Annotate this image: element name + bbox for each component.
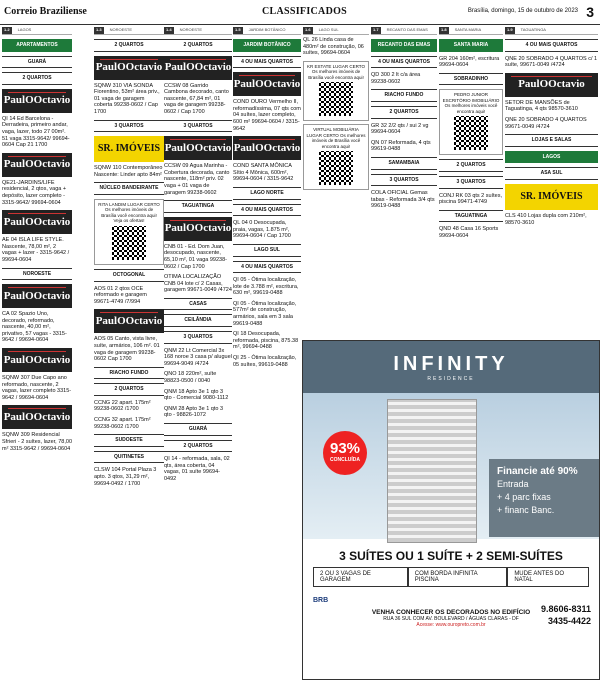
paulo-octavio-logo: PaulOOctavio <box>2 153 72 177</box>
section-header: 2 QUARTOS <box>164 440 232 453</box>
classified-ad: QND 48 Casa 16 Sports 99694-0604 <box>439 226 499 239</box>
option-move: MUDE ANTES DO NATAL <box>507 567 589 587</box>
classified-ad: CCNG 22 apart. 175m² 99238-0602 /1700 <box>94 399 151 413</box>
section-header: 4 OU MAIS QUARTOS <box>371 56 437 69</box>
option-garage: 2 OU 3 VAGAS DE GARAGEM <box>313 567 408 587</box>
classified-ad: SETOR DE MANSÕES de Taguatinga, 4 qts 98570-3610 <box>505 99 578 113</box>
qr-code[interactable] <box>454 116 488 150</box>
classified-ad: CNB 01 - Ed. Dom Juan, desocupado, nascente, 65,10 m², 01 vaga 99238-0602 / Cap 1700 <box>164 243 227 270</box>
ad-footer: VENHA CONHECER OS DECORADOS NO EDIFÍCIO RUA 36 SUL COM AV. BOULEVARD / ÁGUAS CLARAS - DF Acesse: www.ouropreto.com.br <box>303 609 599 628</box>
section-header: ASA SUL <box>505 167 598 180</box>
classified-ad: AOS 05 Canto, vista livre, suíte, armários, 106 m². 01 vaga de garagem 99238-0602 Cap 1700 <box>94 336 160 363</box>
classified-ad: QE21-JARDINS/LIFE residencial, 2 qtos, vaga + depósito, lazer completo - 3315-9642/ 99694-0604 <box>2 179 67 206</box>
section-header: SANTA MARIA <box>439 39 503 52</box>
classified-ad: QI 14 - reformada, sala, 02 qts, área coberta, 04 vagas, 01 suíte 99694-0492 <box>164 456 230 482</box>
section-header: APARTAMENTOS <box>2 39 72 52</box>
paulo-octavio-logo: PaulOOctavio <box>164 136 232 160</box>
classified-ad: SQNW 309 Residencial Sfrieri - 2 suítes, lazer, 78,00 m² 3315-9642 / 99694-0604 <box>2 432 72 452</box>
classified-ad: AE 04 ISLA LIFE STYLE. Nascente, 78,00 m², 2 vagas + lazer - 3315-9642 / 99694-0604 <box>2 237 70 263</box>
classified-ad: CONJ RK 03 qts 2 suítes, piscina 99471-4749 <box>439 192 502 206</box>
qr-code[interactable] <box>319 82 353 116</box>
section-header: 4 OU MAIS QUARTOS <box>233 56 301 69</box>
classified-ad: SQNW 110 Contemporâneo Nascente: Linder apto 84m² <box>94 165 163 178</box>
financing-box: Financie até 90% Entrada + 4 parc fixas + financ Banc. <box>489 459 599 537</box>
ad-brand-sub: RESIDENCE <box>427 376 475 382</box>
column-8: 1.9 TAGUATINGA 4 OU MAIS QUARTOS QNE 20 SOBRADO 4 QUARTOS c/ 1 suíte, 99671-0049 /4724 PaulOOctavio SETOR DE MANSÕES de Taguatinga, 4 qts 98570-3610 QNE 20 SOBRADO 4 QUARTOS 99671-0049 /4724 LOJAS E SALAS LAGOS ASA SUL SR. IMÓVEIS CLS 410 Lojas dupla com 210m², 98570-3610 <box>505 27 598 226</box>
ad-brand-banner <box>303 341 599 393</box>
section-header: 2 QUARTOS <box>164 39 232 52</box>
classified-ad: QI 18 Desocupada, reformada, piscina, 875.38 m², 99694-0488 <box>233 331 299 351</box>
classified-ad: QD 300 2 lt c/a área 99238-0602 <box>371 72 421 85</box>
classified-ad: COLA OFICIAL Gemas tabas - Reformada 3/4 qts 99619-0488 <box>371 190 435 210</box>
classified-ad: QNO 18 220m², suíte 98823-0500 / 0040 <box>164 371 217 385</box>
column-3: 1.4 NOROESTE 2 QUARTOS PaulOOctavio CCSW 08 Garrido Cambona decorado, canto nascente, 67,84 m², 01 vaga de garagem 99238-0602 / Cap 1700 3 QUARTOS PaulOOctavio CCSW 09 Agua Marinha - Cobertura decorada, canto nascente, 118m² priv. 02 vaga + 01 vaga de garagem 99238-0602 TAGUATINGA PaulOOctavio CNB 01 - Ed. Dom Juan, desocupado, nascente, 65,10 m², 01 vaga 99238-0602 / Cap 1700 OTIMA LOCALIZAÇÃO CNB 04 lote c/ 2 Casas, garagem 99671-0049 /4724 CASAS CEILÂNDIA 3 QUARTOS QNM 22 Lt Comercial 3x 168 noroe 3 casa p/ aluguel 99694-9049 /4724 QNO 18 220m², suíte 98823-0500 / 0040 QNM 18 Apto 3e 1 qto 3 qto - Comercial 9080-1112 QNM 28 Apto 3e 1 qto 3 qto - 98826-1072 GUARÁ 2 QUARTOS QI 14 - reformada, sala, 02 qts, área coberta, 04 vagas, 01 suíte 99694-0492 <box>164 27 232 482</box>
paulo-octavio-logo: PaulOOctavio <box>2 284 72 308</box>
ad-phones <box>541 603 591 627</box>
section-header: CASAS <box>164 298 232 311</box>
classified-ad: QNM 28 Apto 3e 1 qto 3 qto - 98826-1072 <box>164 405 224 419</box>
paulo-octavio-logo: PaulOOctavio <box>94 56 164 80</box>
section-header: GUARÁ <box>164 423 232 436</box>
classified-ad: CA 02 Spazio Uno, decorado, reformado, nascente, 40,00 m², privativo, 57 vagas - 3315-9642 / 99694-0604 <box>2 311 67 344</box>
section-header: 2 QUARTOS <box>371 106 437 119</box>
section-header: 2 QUARTOS <box>94 39 164 52</box>
paulo-octavio-logo: PaulOOctavio <box>2 348 72 372</box>
section-header: RIACHO FUNDO <box>371 89 437 102</box>
section-header: SAMAMBAIA <box>371 157 437 170</box>
classified-ad: CCSW 08 Garrido Cambona decorado, canto nascente, 67,84 m², 01 vaga de garagem 99238-0602 / Cap 1700 <box>164 82 229 115</box>
section-header: LAGO SUL <box>233 244 301 257</box>
section-header: RIACHO FUNDO <box>94 367 164 380</box>
paulo-octavio-logo: PaulOOctavio <box>94 309 164 333</box>
classified-ad: QI 25 - Ótima localização, 05 suítes, 99619-0488 <box>233 355 297 368</box>
column-2: 1.3 NOROESTE 2 QUARTOS PaulOOctavio SQNW 310 VIA SONDA Fiorentino, 53m² área priv., 01 vaga de garagem coberta 99238-0602 / Cap 1700 3 QUARTOS SR. IMÓVEIS SQNW 110 Contemporâneo Nascente: Linder apto 84m² NÚCLEO BANDEIRANTE RITA LANDIM LUGAR CERTO Os melhores imóveis de Brasília você encontra aqui! Veja os ofertas! OCTOGONAL AOS 01 2 qtos OCE reformado e garagem 99671-4749 /7/994 PaulOOctavio AOS 05 Canto, vista livre, suíte, armários, 106 m². 01 vaga de garagem 99238-0602 Cap 1700 RIACHO FUNDO 2 QUARTOS CCNG 22 apart. 175m² 99238-0602 /1700 CCNG 32 apart. 175m² 99238-0602 /1700 SUDOESTE QUITINETES CLSW 104 Portal Plaza 3 apto. 3 qtos, 31,29 m², 99694-0492 / 1700 <box>94 27 163 487</box>
agency-box: PEDRO JUNIOR ESCRITÓRIO IMOBILIÁRIO Os melhores imóveis você encontra aqui! <box>439 89 503 155</box>
landline-phone[interactable]: 3435-4422 <box>547 616 591 626</box>
column-1: 1.2 LAGOS APARTAMENTOS GUARÁ 2 QUARTOS PaulOOctavio QI 14 Ed Barcelona - Derradeira, primeiro andar, vaga, lazer, todo 27 00m². 51 vaga 3315-9642/ 99694-0604 Cap 21 1700 PaulOOctavio QE21-JARDINS/LIFE residencial, 2 qtos, vaga + depósito, lazer completo - 3315-9642/ 99694-0604 PaulOOctavio AE 04 ISLA LIFE STYLE. Nascente, 78,00 m², 2 vagas + lazer - 3315-9642 / 99694-0604 NOROESTE PaulOOctavio CA 02 Spazio Uno, decorado, reformado, nascente, 40,00 m², privativo, 57 vagas - 3315-9642 / 99694-0604 PaulOOctavio SQNW 307 Due Capo ano reformado, nascente, 2 vagas, lazer completo 3315-9642 / 99694-0604 PaulOOctavio SQNW 309 Residencial Sfrieri - 2 suítes, lazer, 78,00 m² 3315-9642 / 99694-0604 <box>2 27 72 452</box>
option-pool: COM BORDA INFINITA PISCINA <box>408 567 508 587</box>
agency-box: KR ESTATE LUGAR CERTO Os melhores imóveis de Brasília você encontra aqui! <box>303 61 369 122</box>
paulo-octavio-logo: PaulOOctavio <box>2 89 72 113</box>
section-header: 4 OU MAIS QUARTOS <box>505 39 598 52</box>
section-header: 4 OU MAIS QUARTOS <box>233 261 301 274</box>
section-header: GUARÁ <box>2 56 72 69</box>
agency-box: VIRTUAL MOBILIÁRIA LUGAR CERTO Os melhores imóveis de Brasília você encontra aqui! <box>303 124 369 190</box>
bank-logo: BRB <box>313 597 329 604</box>
section-header: 3 QUARTOS <box>164 120 232 133</box>
ad-website-link[interactable]: Acesse: www.ouropreto.com.br <box>416 622 486 628</box>
classified-ad: CLS 410 Lojas dupla com 210m², 98570-3610 <box>505 212 587 226</box>
paulo-octavio-logo: PaulOOctavio <box>2 210 72 234</box>
building-illustration <box>387 399 477 543</box>
classified-ad: COND SANTA MÔNICA Sítio 4 Mônica, 600m², 99694-0604 / 3315-9642 <box>233 163 294 183</box>
qr-code[interactable] <box>112 226 146 260</box>
classified-ad: SQNW 307 Due Capo ano reformado, nascente, 2 vagas, lazer completo 3315-9642 / 99694-0604 <box>2 375 72 401</box>
paulo-octavio-logo: PaulOOctavio <box>164 56 232 80</box>
page-date: Brasília, domingo, 15 de outubro de 2023 <box>467 8 578 14</box>
classified-ad: COND OURO Vermelho II, reformadíssima, 07 qts com 04 suítes, lazer completo, 600 m² 99694-0604 / 3315-9642 <box>233 99 301 132</box>
completion-badge: 93% CONCLUÍDA <box>323 431 367 475</box>
classified-ad: QN 07 Reformada, 4 qts 99619-0488 <box>371 139 431 153</box>
section-header: 3 QUARTOS <box>439 176 503 189</box>
section-header: SUDOESTE <box>94 434 164 447</box>
classified-ad: CLSW 104 Portal Plaza 3 apto. 3 qtos, 31,29 m², 99694-0492 / 1700 <box>94 467 157 487</box>
infinity-residence-ad[interactable] <box>302 340 600 680</box>
section-header: 3 QUARTOS <box>94 120 164 133</box>
classified-ad: SQNW 310 VIA SONDA Fiorentino, 53m² área priv., 01 vaga de garagem coberta 99238-0602 / Cap 1700 <box>94 82 160 115</box>
classified-ad: QI 05 - Ótima localização, lote de 3.788 m², escritura, 630 m², 99619-0488 <box>233 277 299 297</box>
classified-ad: GR 204 160m², escritura 99694-0604 <box>439 55 500 69</box>
whatsapp-phone[interactable]: 9.8606-8311 <box>540 604 591 614</box>
section-header: TAGUATINGA <box>164 200 232 213</box>
section-header: LOJAS E SALAS <box>505 134 598 147</box>
classified-ad: QNE 20 SOBRADO 4 QUARTOS c/ 1 suíte, 99671-0049 /4724 <box>505 55 598 69</box>
paulo-octavio-logo: PaulOOctavio <box>233 136 301 160</box>
sr-imoveis-logo: SR. IMÓVEIS <box>94 136 164 162</box>
column-4: 1.5 JARDIM BOTÂNICO JARDIM BOTÂNICO 4 OU MAIS QUARTOS PaulOOctavio COND OURO Vermelho II, reformadíssima, 07 qts com 04 suítes, lazer completo, 600 m² 99694-0604 / 3315-9642 PaulOOctavio COND SANTA MÔNICA Sítio 4 Mônica, 600m², 99694-0604 / 3315-9642 LAGO NORTE 4 OU MAIS QUARTOS QL 04 0 Desocupada, praia, vagas, 1.875 m², 99694-0604 / Cap 1700 LAGO SUL 4 OU MAIS QUARTOS QI 05 - Ótima localização, lote de 3.788 m², escritura, 630 m², 99619-0488 QI 05 - Ótima localização, 577m² de construção, armários, sala em 3 sala 99619-0488 QI 18 Desocupada, reformada, piscina, 875.38 m², 99694-0488 QI 25 - Ótima localização, 05 suítes, 99619-0488 <box>233 27 301 368</box>
classified-ad: QNE 20 SOBRADO 4 QUARTOS 99671-0049 /4724 <box>505 116 587 130</box>
classified-ad: CCSW 09 Agua Marinha - Cobertura decorada, canto nascente, 118m² priv. 02 vaga + 01 vaga de garagem 99238-0602 <box>164 163 230 196</box>
section-header: NOROESTE <box>2 268 72 281</box>
section-header: RECANTO DAS EMAS <box>371 39 437 52</box>
section-header: SOBRADINHO <box>439 73 503 86</box>
classified-ad: QI 05 - Ótima localização, 577m² de construção, armários, sala em 3 sala 99619-0488 <box>233 300 297 327</box>
paulo-octavio-logo: PaulOOctavio <box>505 73 598 97</box>
ad-options <box>313 567 589 587</box>
section-header: JARDIM BOTÂNICO <box>233 39 301 52</box>
classified-ad: QL 26 Linda casa de 480m² de construção, 06 suítes, 99694-0604 <box>303 37 364 57</box>
section-header: TAGUATINGA <box>439 210 503 223</box>
section-header: LAGOS <box>505 151 598 164</box>
page-header <box>0 0 600 25</box>
paulo-octavio-logo: PaulOOctavio <box>164 217 232 241</box>
section-header: 4 OU MAIS QUARTOS <box>233 204 301 217</box>
classified-ad: QNM 22 Lt Comercial 3x 168 noroe 3 casa p/ aluguel 99694-9049 /4724 <box>164 347 232 367</box>
column-6: 1.7 RECANTO DAS EMAS RECANTO DAS EMAS 4 OU MAIS QUARTOS QD 300 2 lt c/a área 99238-0602 RIACHO FUNDO 2 QUARTOS GR 32 2/2 qts / sui 2 vg 99694-0604 QN 07 Reformada, 4 qts 99619-0488 SAMAMBAIA 3 QUARTOS COLA OFICIAL Gemas tabas - Reformada 3/4 qts 99619-0488 <box>371 27 437 337</box>
section-header: 2 QUARTOS <box>94 383 164 396</box>
section-header: 3 QUARTOS <box>371 174 437 187</box>
classified-ad: CCNG 32 apart. 175m² 99238-0602 /1700 <box>94 417 151 430</box>
classified-ad: GR 32 2/2 qts / sui 2 vg 99694-0604 <box>371 122 429 136</box>
section-header: NÚCLEO BANDEIRANTE <box>94 182 164 195</box>
paulo-octavio-logo: PaulOOctavio <box>233 72 301 96</box>
ad-headline: 3 SUÍTES OU 1 SUÍTE + 2 SEMI-SUÍTES <box>339 549 563 563</box>
section-header: QUITINETES <box>94 451 164 464</box>
sr-imoveis-logo: SR. IMÓVEIS <box>505 184 598 210</box>
qr-code[interactable] <box>319 151 353 185</box>
newspaper-name: Correio Braziliense <box>4 6 87 17</box>
section-title: CLASSIFICADOS <box>262 6 348 17</box>
column-7: 1.8 SANTA MARIA SANTA MARIA GR 204 160m², escritura 99694-0604 SOBRADINHO PEDRO JUNIOR ESCRITÓRIO IMOBILIÁRIO Os melhores imóveis você encontra aqui! 2 QUARTOS 3 QUARTOS CONJ RK 03 qts 2 suítes, piscina 99471-4749 TAGUATINGA QND 48 Casa 16 Sports 99694-0604 <box>439 27 502 239</box>
section-header: OCTOGONAL <box>94 269 164 282</box>
classified-ad: QI 14 Ed Barcelona - Derradeira, primeiro andar, vaga, lazer, todo 27 00m². 51 vaga 3315-9642/ 99694-0604 Cap 21 1700 <box>2 115 70 149</box>
column-5: 1.6 LAGO SUL QL 26 Linda casa de 480m² de construção, 06 suítes, 99694-0604 KR ESTATE LUGAR CERTO Os melhores imóveis de Brasília você encontra aqui! VIRTUAL MOBILIÁRIA LUGAR CERTO Os melhores imóveis de Brasília você encontra aqui! <box>303 27 369 337</box>
ad-brand-name: INFINITY <box>393 353 509 375</box>
section-header: 2 QUARTOS <box>439 159 503 172</box>
agency-box: RITA LANDIM LUGAR CERTO Os melhores imóveis de Brasília você encontra aqui! Veja os ofertas! <box>94 199 164 265</box>
section-header: 2 QUARTOS <box>2 72 72 85</box>
classified-ad: OTIMA LOCALIZAÇÃO CNB 04 lote c/ 2 Casas, garagem 99671-0049 /4724 <box>164 274 232 294</box>
classified-ad: QL 04 0 Desocupada, praia, vagas, 1.875 m², 99694-0604 / Cap 1700 <box>233 220 291 240</box>
page-number: 3 <box>586 4 594 20</box>
section-header: 3 QUARTOS <box>164 331 232 344</box>
section-header: CEILÂNDIA <box>164 314 232 327</box>
classified-ad: AOS 01 2 qtos OCE reformado e garagem 99671-4749 /7/994 <box>94 285 147 305</box>
classified-ad: QNM 18 Apto 3e 1 qto 3 qto - Comercial 9080-1112 <box>164 388 229 402</box>
section-header: LAGO NORTE <box>233 187 301 200</box>
paulo-octavio-logo: PaulOOctavio <box>2 405 72 429</box>
